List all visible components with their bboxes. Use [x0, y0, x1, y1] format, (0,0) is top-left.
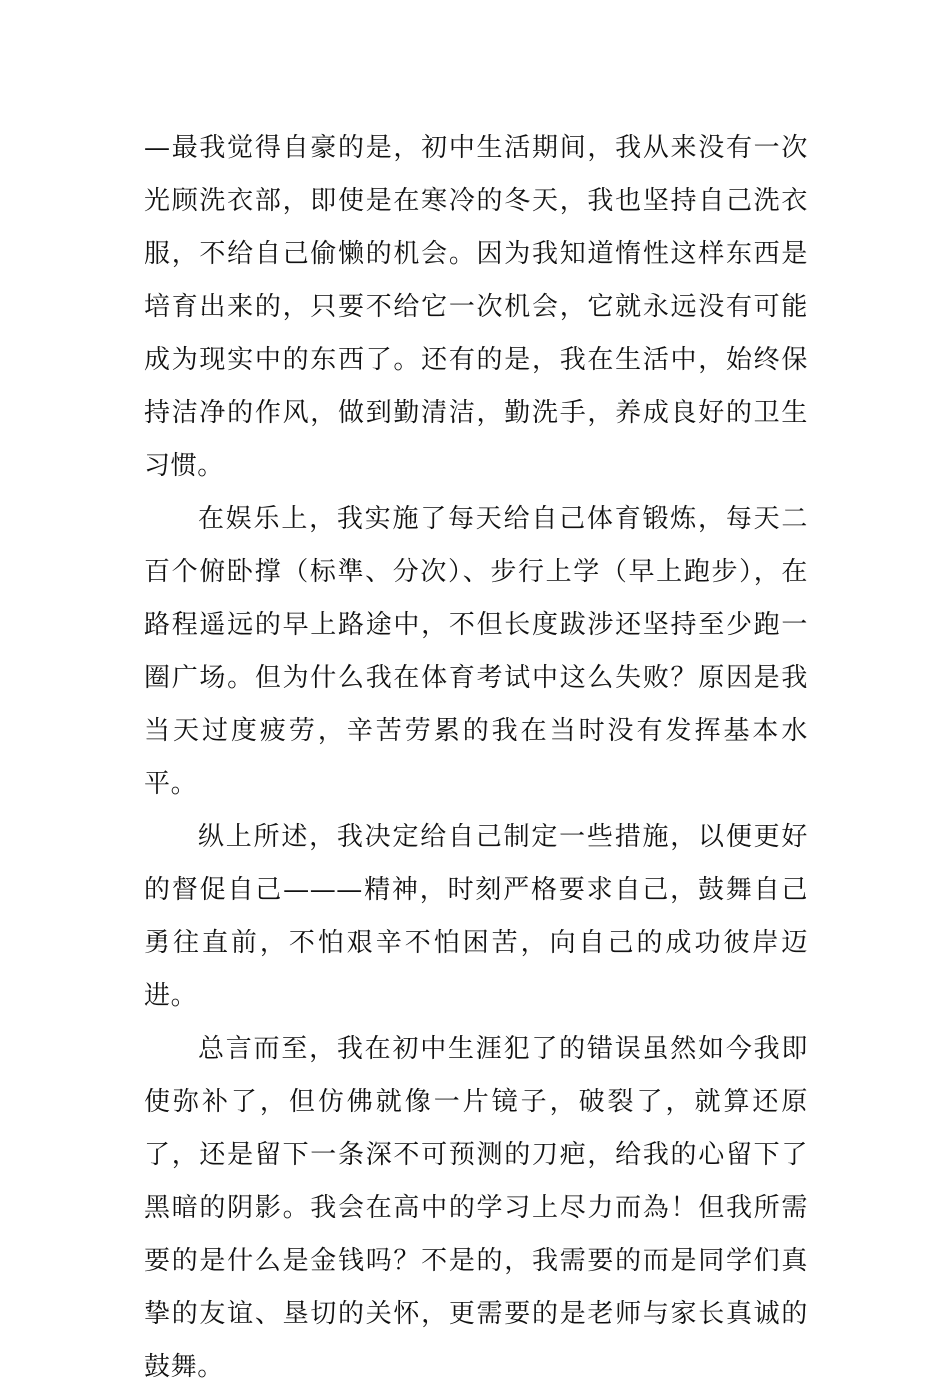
paragraph-1: —最我觉得自豪的是，初中生活期间，我从来没有一次光顾洗衣部，即使是在寒冷的冬天，我也坚持自己洗衣服，不给自己偷懒的机会。因为我知道惰性这样东西是培育出来的，只要不给它一次机会，它就永远没有可能成为现实中的东西了。还有的是，我在生活中，始终保持洁净的作风，做到勤清洁，勤洗手，养成良好的卫生习惯。	[144, 133, 808, 481]
document-body	[144, 122, 808, 1394]
paragraph-2: 在娱乐上，我实施了每天给自己体育锻炼，每天二百个俯卧撑（标準、分次）、步行上学（早上跑步），在路程遥远的早上路途中，不但长度跋涉还坚持至少跑一圈广场。但为什么我在体育考试中这么失败？原因是我当天过度疲劳，辛苦劳累的我在当时没有发挥基本水平。	[144, 504, 808, 799]
paragraph-3: 纵上所述，我决定给自己制定一些措施，以便更好的督促自己———精神，时刻严格要求自己，鼓舞自己勇往直前，不怕艰辛不怕困苦，向自己的成功彼岸迈进。	[144, 822, 808, 1011]
paragraph-4: 总言而至，我在初中生涯犯了的错误虽然如今我即使弥补了，但仿佛就像一片镜子，破裂了，就算还原了，还是留下一条深不可预测的刀疤，给我的心留下了黑暗的阴影。我会在高中的学习上尽力而為！但我所需要的是什么是金钱吗？不是的，我需要的而是同学们真挚的友谊、垦切的关怀，更需要的是老师与家长真诚的鼓舞。	[144, 1034, 808, 1382]
